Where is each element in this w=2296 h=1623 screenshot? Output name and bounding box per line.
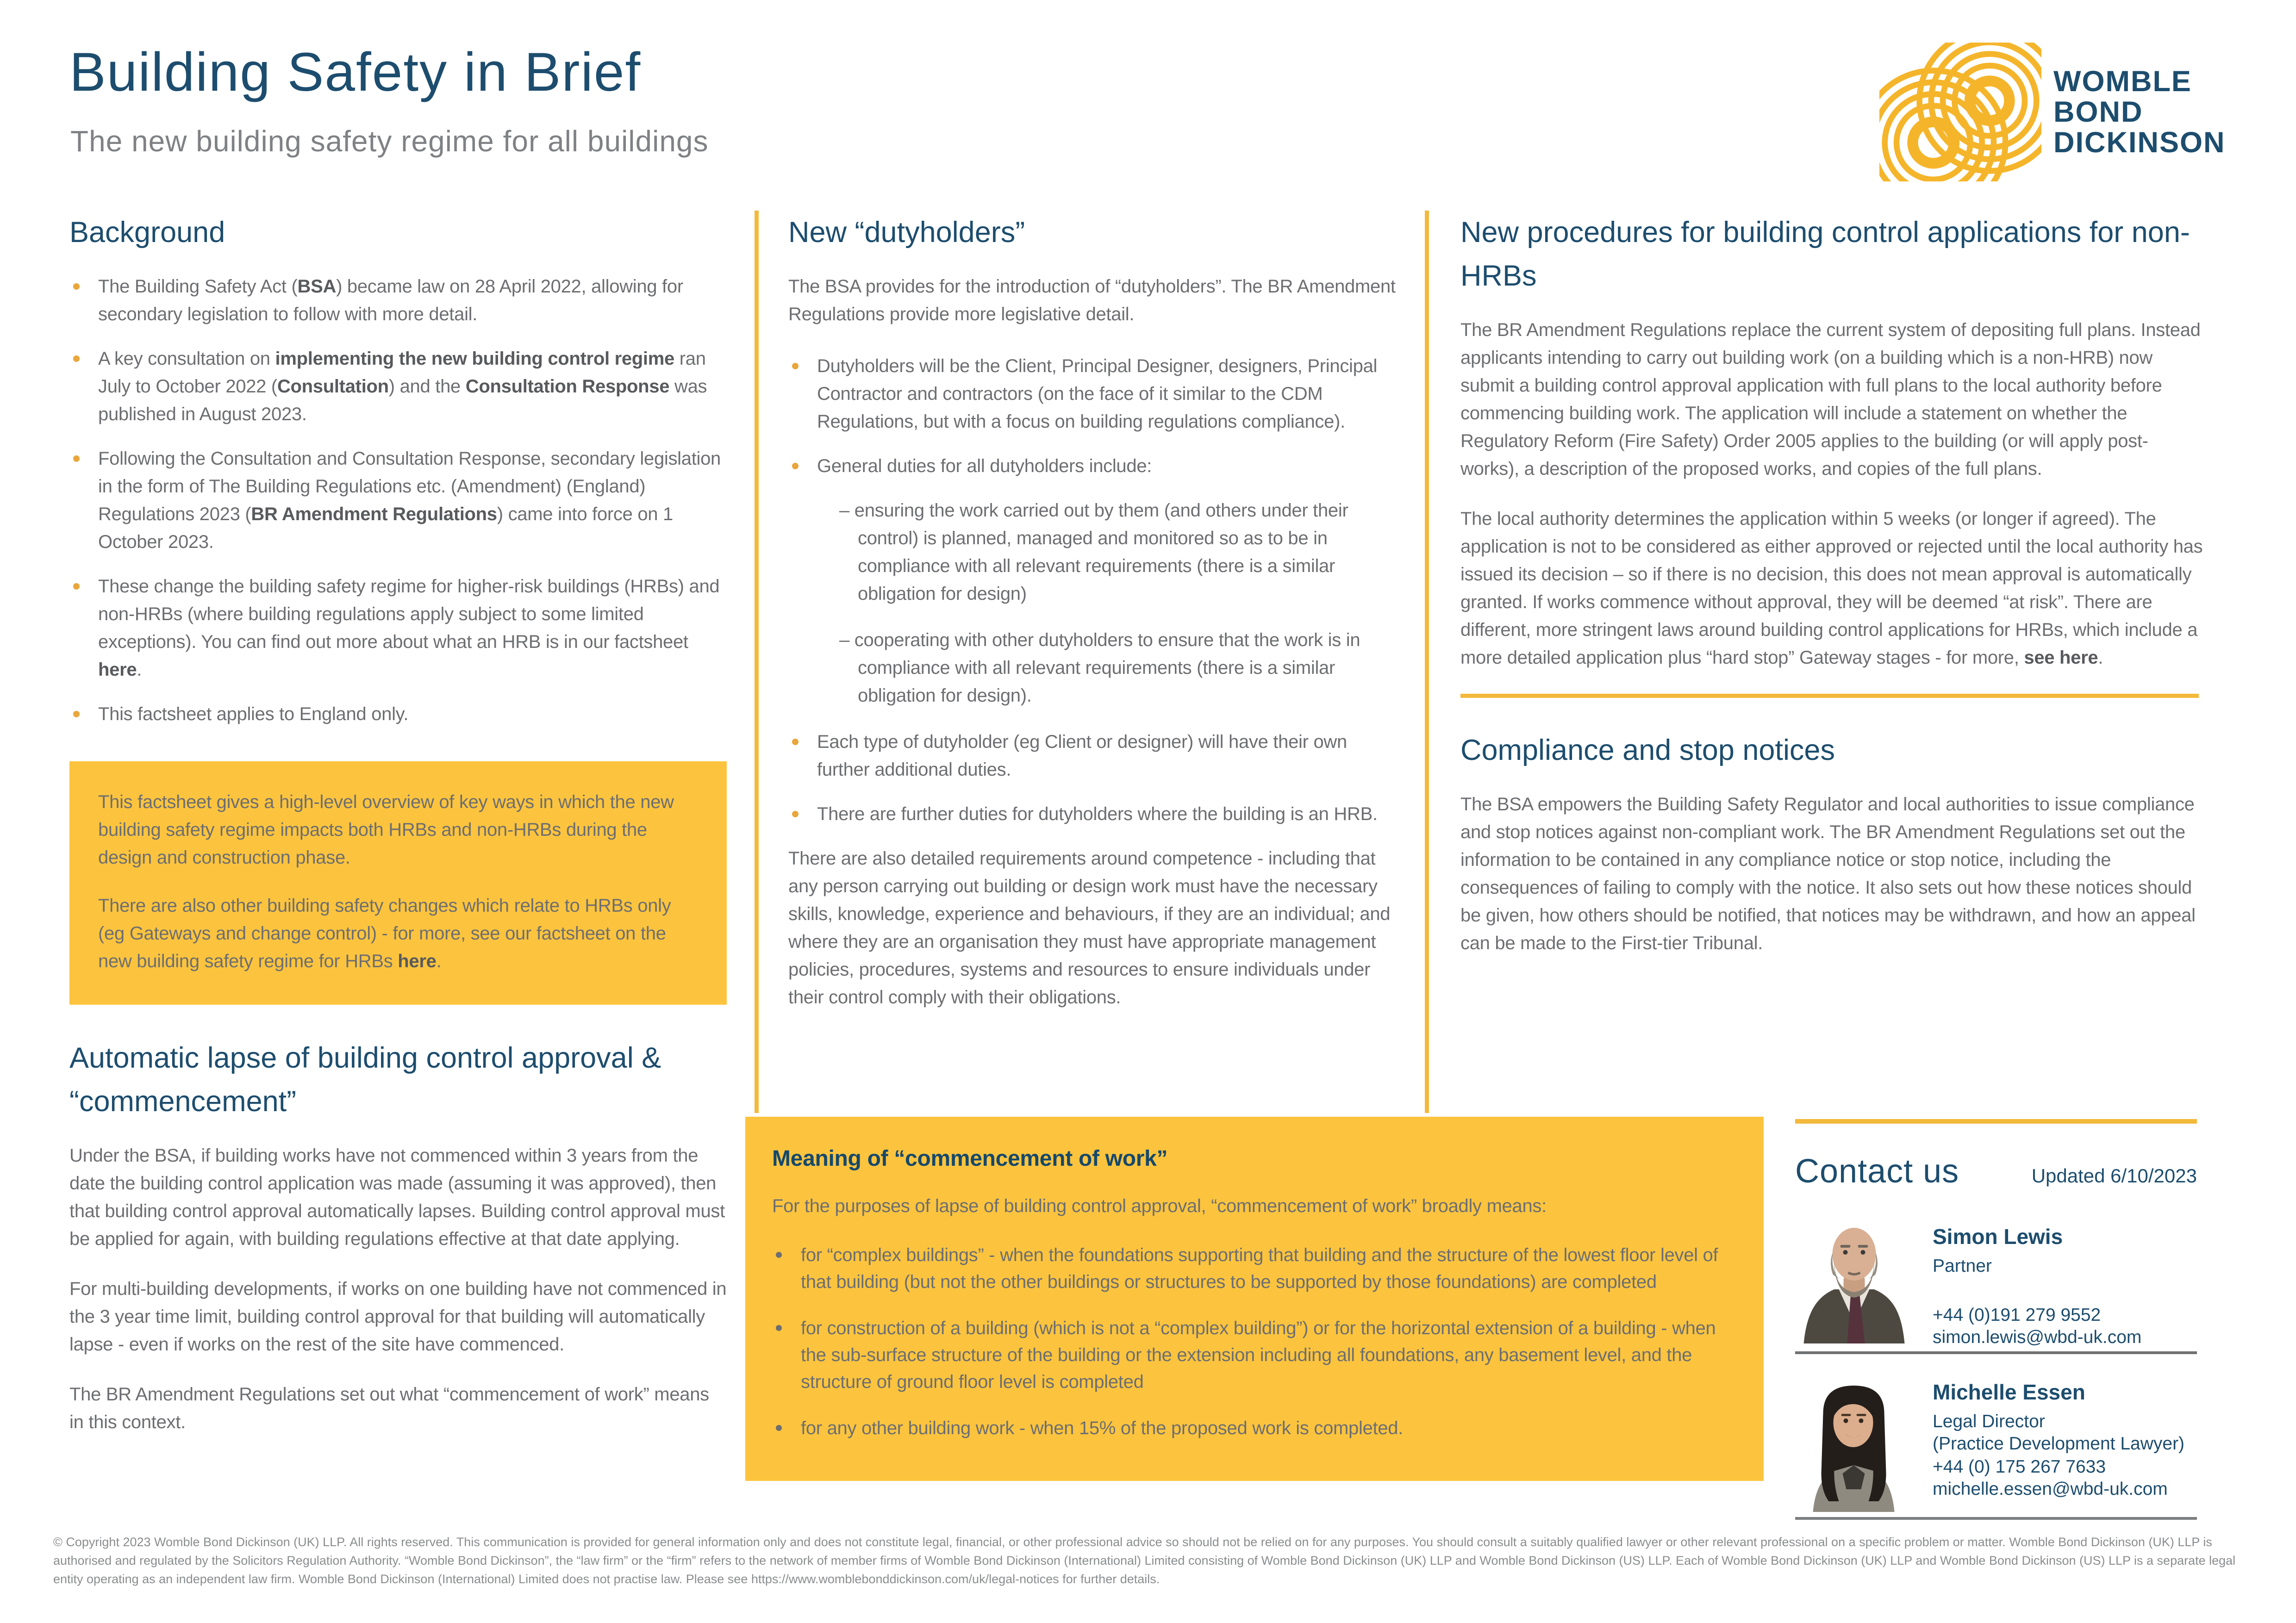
gray-divider bbox=[1795, 1517, 2197, 1520]
text-run: . bbox=[436, 951, 442, 971]
column-non-hrb bbox=[1460, 211, 2203, 979]
text-run: General duties for all dutyholders include: bbox=[817, 456, 1152, 476]
contact-info bbox=[1933, 1212, 2141, 1349]
meaning-box-intro bbox=[772, 1193, 1727, 1219]
text-run: ran July to October 2022 ( bbox=[98, 348, 706, 397]
bullet-item bbox=[788, 800, 1396, 828]
text-run: BSA bbox=[297, 276, 337, 297]
text-run: implementing the new building control regime bbox=[275, 348, 674, 369]
text-run: Consultation bbox=[277, 376, 389, 397]
column-dutyholders bbox=[788, 211, 1396, 1033]
avatar-simon-lewis bbox=[1795, 1212, 1913, 1349]
section-heading-dutyholders: New “dutyholders” bbox=[788, 216, 1025, 249]
inline-link[interactable]: here bbox=[98, 659, 137, 680]
bullet-item bbox=[772, 1415, 1727, 1442]
contact-email[interactable]: michelle.essen@wbd-uk.com bbox=[1933, 1479, 2168, 1499]
text-run: For multi-building developments, if works on one building have not commenced in the 3 year time limit, building control approval for that building will automatically lapse - even if works on the rest of the site have commenced. bbox=[69, 1279, 727, 1355]
body-paragraph bbox=[1460, 316, 2203, 483]
background-bullet-list bbox=[69, 273, 727, 728]
text-run: for any other building work - when 15% of the proposed work is completed. bbox=[801, 1418, 1404, 1438]
overview-highlight-box bbox=[69, 761, 727, 1005]
text-run: The local authority determines the application within 5 weeks (or longer if agreed). The application is not to be considered as either approved or rejected until the local authority has issued its decision – so if there is no decision, this does not mean approval is automatically granted. If works commence without approval, they will be deemed “at risk”. There are different, more stringent laws around building control applications for HRBs, which include a more detailed application plus “hard stop” Gateway stages - for more, bbox=[1460, 509, 2203, 668]
text-run: There are also detailed requirements around competence - including that any person carrying out building or design work must have the necessary skills, knowledge, experience and behaviours, if they are an individual; and where they are an organisation they must have appropriate management policies, procedures, systems and resources to ensure individuals under their control comply with their obligations. bbox=[788, 848, 1391, 1007]
bullet-item bbox=[69, 273, 727, 328]
overview-paragraphs bbox=[98, 788, 698, 975]
dutyholders-bullet-list bbox=[788, 352, 1396, 828]
gray-divider bbox=[1795, 1351, 2197, 1354]
contact-role: Legal Director bbox=[1933, 1412, 2045, 1431]
gold-divider bbox=[1460, 694, 2199, 698]
page-title: Building Safety in Brief bbox=[69, 42, 642, 103]
avatar-michelle-essen bbox=[1795, 1375, 1913, 1514]
section-heading-background: Background bbox=[69, 216, 225, 249]
bullet-item bbox=[69, 445, 727, 556]
text-run: Under the BSA, if building works have not commenced within 3 years from the date the building control application was made (assuming it was approved), then that building control approval automatically lapses. Building control approval must be applied for again, with building regulations effective at that date applying. bbox=[69, 1145, 725, 1249]
logo-line: BOND bbox=[2053, 96, 2143, 128]
text-run: This factsheet applies to England only. bbox=[98, 704, 409, 724]
logo-line: WOMBLE bbox=[2053, 65, 2192, 98]
contact-email[interactable]: simon.lewis@wbd-uk.com bbox=[1933, 1327, 2142, 1347]
text-run: ) came into force on 1 October 2023. bbox=[98, 504, 674, 552]
meaning-bullet-list bbox=[772, 1242, 1727, 1442]
legal-footer: © Copyright 2023 Womble Bond Dickinson (UK) LLP. All rights reserved. This communication is provided for general information only and does not constitute legal, financial, or other professional advice so should not be relied on for any purposes. You should consult a suitably qualified lawyer or other relevant professional on a specific problem or matter. Womble Bond Dickinson (UK) LLP is authorised and regulated by the Solicitors Regulation Authority. “Womble Bond Dickinson”, the “law firm” or the “firm” refers to the network of member firms of Womble Bond Dickinson (International) Limited consisting of Womble Bond Dickinson (UK) LLP and Womble Bond Dickinson (US) LLP. Each of Womble Bond Dickinson (UK) LLP and Womble Bond Dickinson (US) LLP is a separate legal entity operating as an independent law firm. Womble Bond Dickinson (International) Limited does not practise law. Please see https://www.womblebonddickinson.com/uk/legal-notices for further details. bbox=[53, 1535, 2236, 1586]
bullet-item bbox=[69, 700, 727, 728]
contact-panel bbox=[1795, 1119, 2197, 1520]
note-paragraph bbox=[98, 892, 698, 975]
bullet-item bbox=[772, 1242, 1727, 1295]
non-hrb-paragraphs bbox=[1460, 316, 2203, 672]
section-heading-compliance: Compliance and stop notices bbox=[1460, 734, 1835, 766]
contact-card bbox=[1795, 1375, 2197, 1514]
text-run: ) and the bbox=[388, 376, 466, 397]
column-background bbox=[69, 211, 727, 1458]
page-subtitle: The new building safety regime for all buildings bbox=[70, 124, 709, 158]
inline-link[interactable]: see here bbox=[2024, 647, 2098, 668]
compliance-paragraphs bbox=[1460, 790, 2203, 957]
text-run: ) became law on 28 April 2022, allowing for secondary legislation to follow with more detail. bbox=[98, 276, 683, 324]
text-run: for construction of a building (which is not a “complex building”) or for the horizontal extension of a building - when the sub-surface structure of the building or the extension including all foundations, any basement level, and the structure of ground floor level is completed bbox=[801, 1318, 1716, 1392]
body-paragraph bbox=[69, 1142, 727, 1253]
bullet-item bbox=[788, 452, 1396, 480]
text-run: The BSA provides for the introduction of “dutyholders”. The BR Amendment Regulations provide more legislative detail. bbox=[788, 276, 1396, 324]
contact-card bbox=[1795, 1212, 2197, 1349]
text-run: Dutyholders will be the Client, Principal Designer, designers, Principal Contractor and contractors (on the face of it similar to the CDM Regulations, but with a focus on building regulations compliance). bbox=[817, 356, 1378, 432]
inline-link[interactable]: here bbox=[398, 951, 437, 971]
bullet-item bbox=[69, 345, 727, 428]
bullet-item bbox=[788, 497, 1396, 608]
updated-date: Updated 6/10/2023 bbox=[2031, 1165, 2197, 1187]
contact-phone: +44 (0)191 279 9552 bbox=[1933, 1305, 2101, 1325]
text-run: The BSA empowers the Building Safety Regulator and local authorities to issue compliance and stop notices against non-compliant work. The BR Amendment Regulations set out the information to be contained in any compliance notice or stop notice, including the consequences of failing to comply with the notice. It also sets out how these notices should be given, how others should be notified, that notices may be withdrawn, and how an appeal can be made to the First-tier Tribunal. bbox=[1460, 794, 2196, 953]
text-run: for “complex buildings” - when the foundations supporting that building and the structure of the lowest floor level of that building (but not the other buildings or structures to be supported by those foundations) are completed bbox=[801, 1245, 1718, 1292]
text-run: Consultation Response bbox=[465, 376, 670, 397]
text-run: – ensuring the work carried out by them (and others under their control) is planned, managed and monitored so as to be in compliance with all relevant requirements (there is a similar obligation for design) bbox=[839, 500, 1348, 604]
text-run: These change the building safety regime for higher-risk buildings (HRBs) and non-HRBs (where building regulations apply subject to some limited exceptions). You can find out more about what an HRB is in our factsheet bbox=[98, 576, 720, 652]
auto-lapse-paragraphs bbox=[69, 1142, 727, 1436]
text-run: For the purposes of lapse of building control approval, “commencement of work” broadly means: bbox=[772, 1196, 1547, 1216]
column-divider bbox=[755, 211, 759, 1113]
body-paragraph bbox=[1460, 790, 2203, 957]
contact-heading: Contact us bbox=[1795, 1153, 1959, 1190]
commencement-highlight-box bbox=[745, 1117, 1764, 1481]
meaning-box-heading: Meaning of “commencement of work” bbox=[772, 1146, 1168, 1171]
bullet-item bbox=[788, 728, 1396, 784]
text-run: The Building Safety Act ( bbox=[98, 276, 298, 297]
contact-phone: +44 (0) 175 267 7633 bbox=[1933, 1457, 2106, 1477]
text-run: . bbox=[2098, 647, 2103, 668]
contact-name: Michelle Essen bbox=[1933, 1380, 2085, 1404]
gold-divider bbox=[1795, 1119, 2197, 1124]
bullet-item bbox=[788, 352, 1396, 435]
text-run: was published in August 2023. bbox=[98, 376, 707, 424]
section-heading-non-hrb: New procedures for building control applications for non-HRBs bbox=[1460, 216, 2190, 292]
text-run: There are further duties for dutyholders where the building is an HRB. bbox=[817, 804, 1378, 824]
dutyholders-intro bbox=[788, 273, 1396, 328]
body-paragraph bbox=[69, 1380, 727, 1436]
dutyholders-closing bbox=[788, 845, 1396, 1011]
text-run: The BR Amendment Regulations replace the current system of depositing full plans. Instead applicants intending to carry out building work (on a building which is a non-HRB) now submit a building control approval application with full plans to the local authority before commencing building work. The application will include a statement on whether the Regulatory Reform (Fire Safety) Order 2005 applies to the building (or will apply post-works), a description of the proposed works, and copies of the full plans. bbox=[1460, 320, 2201, 479]
text-run: . bbox=[137, 659, 142, 680]
wbd-logo-wordmark bbox=[2053, 66, 2226, 158]
contact-role-2: (Practice Development Lawyer) bbox=[1933, 1434, 2185, 1454]
body-paragraph bbox=[1460, 505, 2203, 672]
contact-header bbox=[1795, 1152, 2197, 1190]
contact-info bbox=[1933, 1375, 2184, 1514]
text-run: Following the Consultation and Consultation Response, secondary legislation in the form of The Building Regulations etc. (Amendment) (England) Regulations 2023 ( bbox=[98, 448, 721, 524]
wbd-logo bbox=[1879, 43, 2226, 181]
contact-role: Partner bbox=[1933, 1256, 1992, 1276]
column-divider bbox=[1425, 211, 1429, 1113]
section-heading-auto-lapse: Automatic lapse of building control approval & “commencement” bbox=[69, 1042, 661, 1118]
text-run: BR Amendment Regulations bbox=[251, 504, 497, 524]
contact-name: Simon Lewis bbox=[1933, 1225, 2063, 1249]
note-paragraph bbox=[98, 788, 698, 871]
text-run: There are also other building safety changes which relate to HRBs only (eg Gateways and change control) - for more, see our factsheet on the new building safety regime for HRBs bbox=[98, 895, 671, 971]
body-paragraph bbox=[69, 1275, 727, 1358]
bullet-item bbox=[69, 572, 727, 684]
text-run: The BR Amendment Regulations set out what “commencement of work” means in this context. bbox=[69, 1384, 709, 1432]
bullet-item bbox=[788, 626, 1396, 709]
text-run: This factsheet gives a high-level overview of key ways in which the new building safety regime impacts both HRBs and non-HRBs during the design and construction phase. bbox=[98, 792, 674, 868]
bullet-item bbox=[772, 1315, 1727, 1395]
text-run: – cooperating with other dutyholders to ensure that the work is in compliance with all relevant requirements (there is a similar obligation for design). bbox=[839, 630, 1360, 706]
concentric-circles-icon bbox=[1879, 43, 2041, 181]
logo-line: DICKINSON bbox=[2053, 126, 2226, 159]
text-run: Each type of dutyholder (eg Client or designer) will have their own further additional duties. bbox=[817, 732, 1347, 780]
text-run: A key consultation on bbox=[98, 348, 275, 369]
